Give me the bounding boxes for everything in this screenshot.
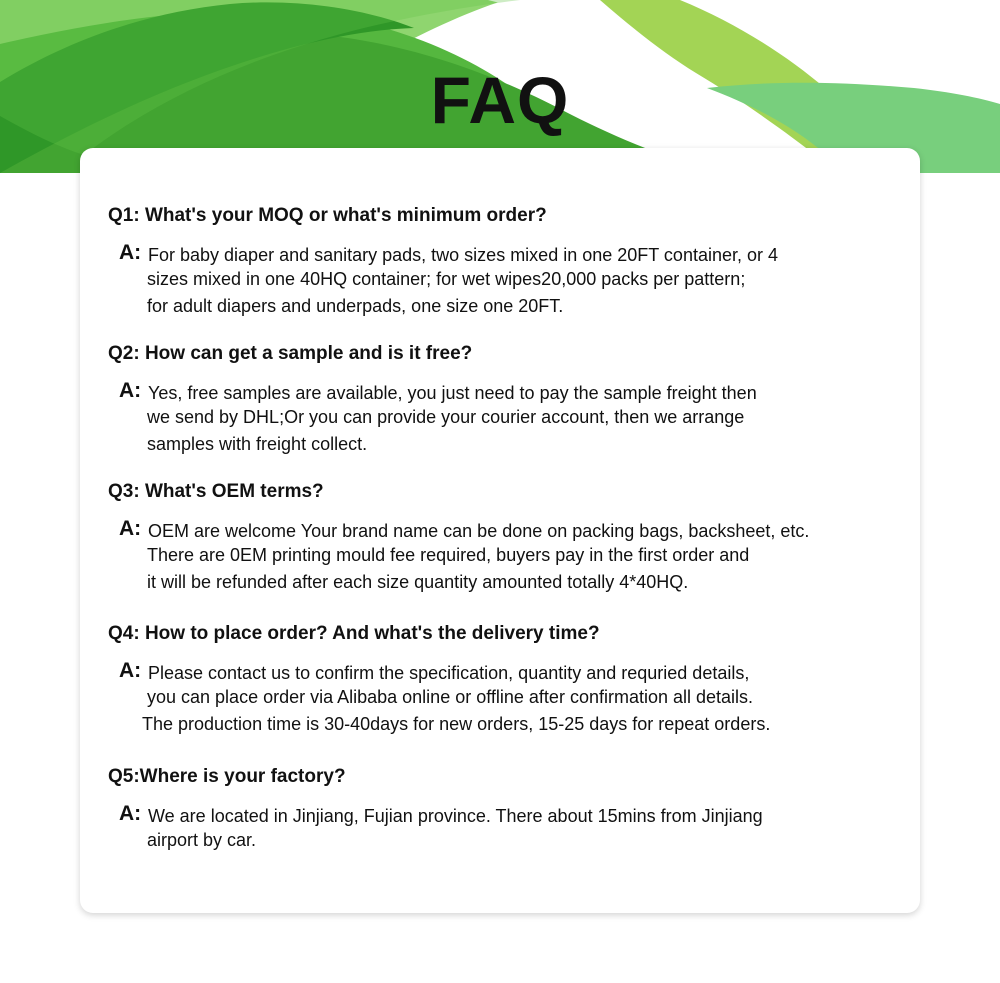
question-5: Q5:Where is your factory? bbox=[108, 766, 346, 787]
answer-line: Please contact us to confirm the specification, quantity and requried details, bbox=[148, 663, 750, 683]
answer-marker-4: A: bbox=[119, 659, 142, 682]
faq-card bbox=[80, 148, 920, 913]
answer-line: For baby diaper and sanitary pads, two sizes mixed in one 20FT container, or 4 bbox=[148, 245, 779, 265]
answer-line: we send by DHL;Or you can provide your courier account, then we arrange bbox=[147, 407, 745, 427]
answer-line: airport by car. bbox=[147, 830, 257, 850]
answer-line: Yes, free samples are available, you just need to pay the sample freight then bbox=[148, 383, 757, 403]
question-1: Q1: What's your MOQ or what's minimum order? bbox=[108, 205, 547, 226]
page-title: FAQ bbox=[430, 63, 570, 137]
answer-marker-3: A: bbox=[119, 517, 142, 540]
answer-line: samples with freight collect. bbox=[147, 434, 368, 454]
question-4: Q4: How to place order? And what's the delivery time? bbox=[108, 623, 600, 644]
answer-line: for adult diapers and underpads, one size one 20FT. bbox=[147, 296, 564, 316]
answer-line: it will be refunded after each size quantity amounted totally 4*40HQ. bbox=[147, 572, 689, 592]
answer-line: The production time is 30-40days for new orders, 15-25 days for repeat orders. bbox=[142, 714, 771, 734]
answer-line: sizes mixed in one 40HQ container; for wet wipes20,000 packs per pattern; bbox=[147, 269, 746, 289]
answer-marker-2: A: bbox=[119, 379, 142, 402]
answer-marker-5: A: bbox=[119, 802, 142, 825]
answer-marker-1: A: bbox=[119, 241, 142, 264]
answer-line: OEM are welcome Your brand name can be done on packing bags, backsheet, etc. bbox=[148, 521, 810, 541]
answer-line: There are 0EM printing mould fee required, buyers pay in the first order and bbox=[147, 545, 750, 565]
question-2: Q2: How can get a sample and is it free? bbox=[108, 343, 473, 364]
answer-line: you can place order via Alibaba online or offline after confirmation all details. bbox=[147, 687, 754, 707]
question-3: Q3: What's OEM terms? bbox=[108, 481, 324, 502]
answer-line: We are located in Jinjiang, Fujian province. There about 15mins from Jinjiang bbox=[148, 806, 763, 826]
